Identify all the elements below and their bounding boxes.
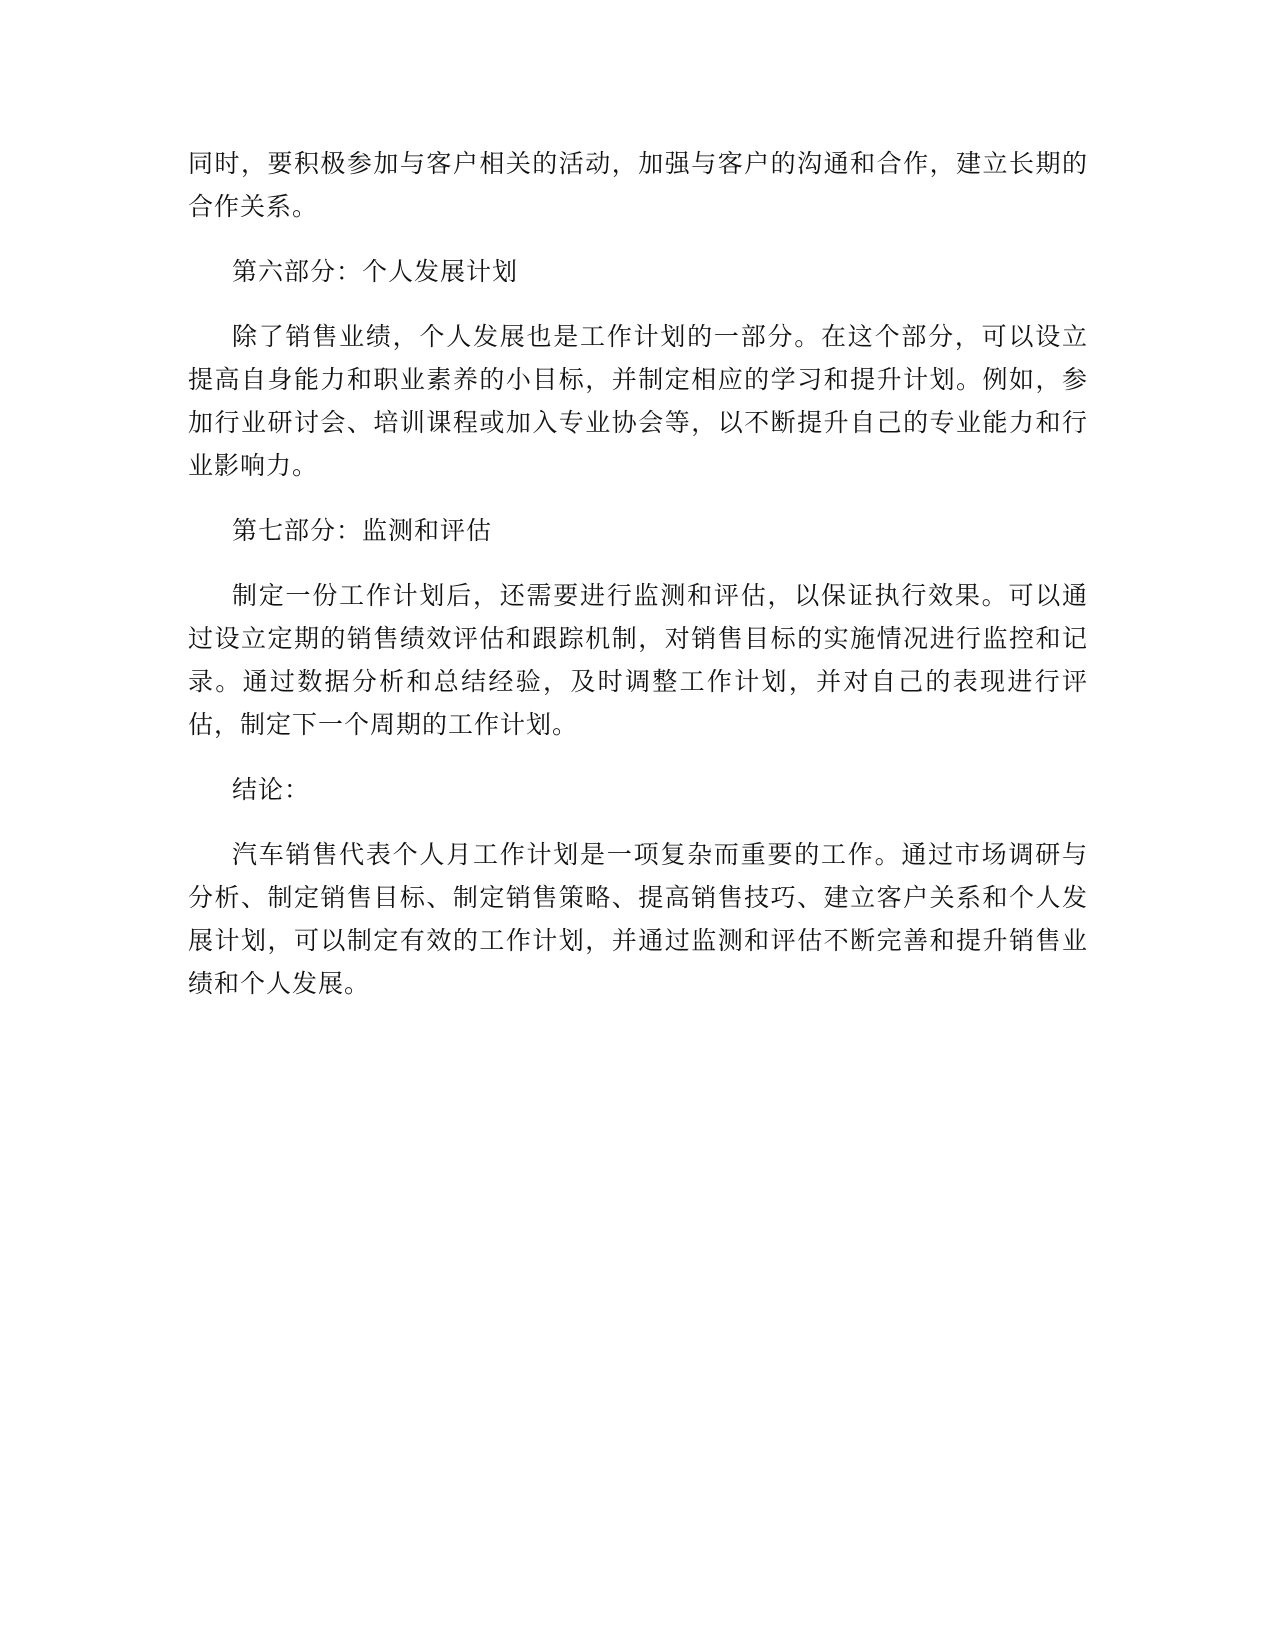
section-heading-conclusion: 结论： xyxy=(232,775,311,804)
section-heading-personal-development: 第六部分：个人发展计划 xyxy=(232,257,519,286)
document-body xyxy=(188,142,1088,1027)
paragraph-conclusion: 汽车销售代表个人月工作计划是一项复杂而重要的工作。通过市场调研与分析、制定销售目标、制定销售策略、提高销售技巧、建立客户关系和个人发展计划，可以制定有效的工作计划，并通过监测和评估不断完善和提升销售业绩和个人发展。 xyxy=(188,840,1088,998)
paragraph-personal-development: 除了销售业绩，个人发展也是工作计划的一部分。在这个部分，可以设立提高自身能力和职业素养的小目标，并制定相应的学习和提升计划。例如，参加行业研讨会、培训课程或加入专业协会等，以不断提升自己的专业能力和行业影响力。 xyxy=(188,322,1088,480)
paragraph-monitoring-evaluation: 制定一份工作计划后，还需要进行监测和评估，以保证执行效果。可以通过设立定期的销售绩效评估和跟踪机制，对销售目标的实施情况进行监控和记录。通过数据分析和总结经验，及时调整工作计划，并对自己的表现进行评估，制定下一个周期的工作计划。 xyxy=(188,581,1088,739)
paragraph-customer-relations-continued: 同时，要积极参加与客户相关的活动，加强与客户的沟通和合作，建立长期的合作关系。 xyxy=(188,149,1088,221)
section-heading-monitoring-evaluation: 第七部分：监测和评估 xyxy=(232,516,493,545)
